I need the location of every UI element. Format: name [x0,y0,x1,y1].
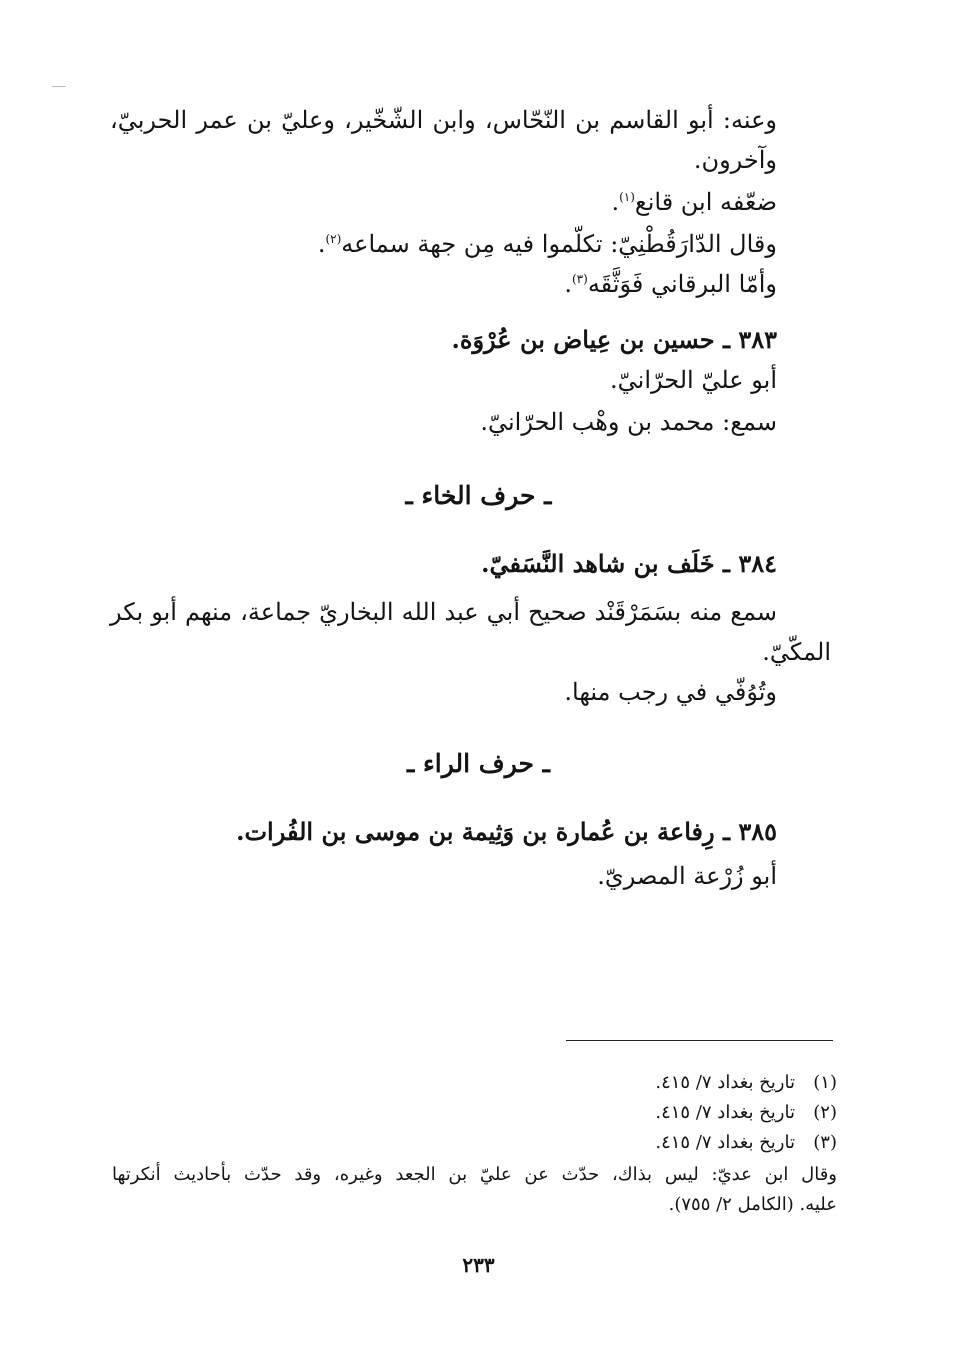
footnote-separator [566,1040,833,1041]
footnote-3 [655,1128,837,1158]
footnote-1 [655,1068,837,1098]
section-heading-kha: ـ حرف الخاء ـ [405,481,552,510]
narrators-line: وعنه: أبو القاسم بن النّحّاس، وابن الشّخّير، وعليّ بن عمر الحربيّ، [110,106,777,134]
entry-383-title: ٣٨٣ ـ حسين بن عِياض بن عُرْوَة. [451,325,777,354]
page-number: ٢٣٣ [462,1253,495,1277]
footnote-1-number: (١) [813,1072,837,1093]
daraqutni-text: وقال الدّارَقُطْنِيّ: تكلّموا فيه مِن جهة سماعه [341,230,777,258]
footnote-ref-1: (١) [619,190,635,204]
daraqutni-statement [318,224,777,264]
barqani-statement [564,264,777,304]
weakened-statement [611,182,777,222]
entry-385-title: ٣٨٥ ـ رِفاعة بن عُمارة بن وَثِيمة بن موسى بن الفُرات. [236,817,777,846]
entry-383-heard: سمع: محمد بن وهْب الحرّانيّ. [480,408,777,436]
weakened-text: ضعّفه ابن قانع [634,188,777,216]
footnote-2-number: (٢) [813,1102,837,1123]
footnote-3-number: (٣) [813,1132,837,1153]
entry-384-death: وتُوُفّي في رجب منها. [564,678,777,706]
entry-385-kunya: أبو زُرْعة المصريّ. [597,862,777,890]
barqani-end: . [564,270,572,298]
entry-384-text: سمع منه بسَمَرْقَنْد صحيح أبي عبد الله البخاريّ جماعة، منهم أبو بكر [110,598,778,626]
footnote-ref-3: (٣) [571,272,588,286]
entry-383-kunya: أبو عليّ الحرّانيّ. [610,366,777,394]
scan-mark [52,86,66,87]
footnote-2-text: تاريخ بغداد ٧/ ٤١٥. [655,1102,795,1123]
barqani-text: وأمّا البرقاني فَوَثَّقَه [587,270,777,298]
footnote-3-continuation: وقال ابن عديّ: ليس بذاك، حدّث عن عليّ بن الجعد وغيره، وقد حدّث بأحاديث أنكرتها [112,1164,837,1185]
section-heading-ra: ـ حرف الراء ـ [407,749,550,778]
daraqutni-end: . [317,230,326,258]
footnote-ref-2: (٢) [325,232,342,246]
weakened-end: . [611,188,620,216]
footnote-1-text: تاريخ بغداد ٧/ ٤١٥. [655,1072,795,1093]
footnote-2 [655,1098,837,1128]
entry-384-title: ٣٨٤ ـ خَلَف بن شاهد النَّسَفيّ. [481,549,777,578]
footnote-3-continuation-end: عليه. (الكامل ٢/ ٧٥٥). [668,1194,837,1215]
entry-384-text-end: المكّيّ. [762,638,831,666]
footnote-3-text: تاريخ بغداد ٧/ ٤١٥. [655,1132,795,1153]
narrators-line-end: وآخرون. [693,146,777,174]
